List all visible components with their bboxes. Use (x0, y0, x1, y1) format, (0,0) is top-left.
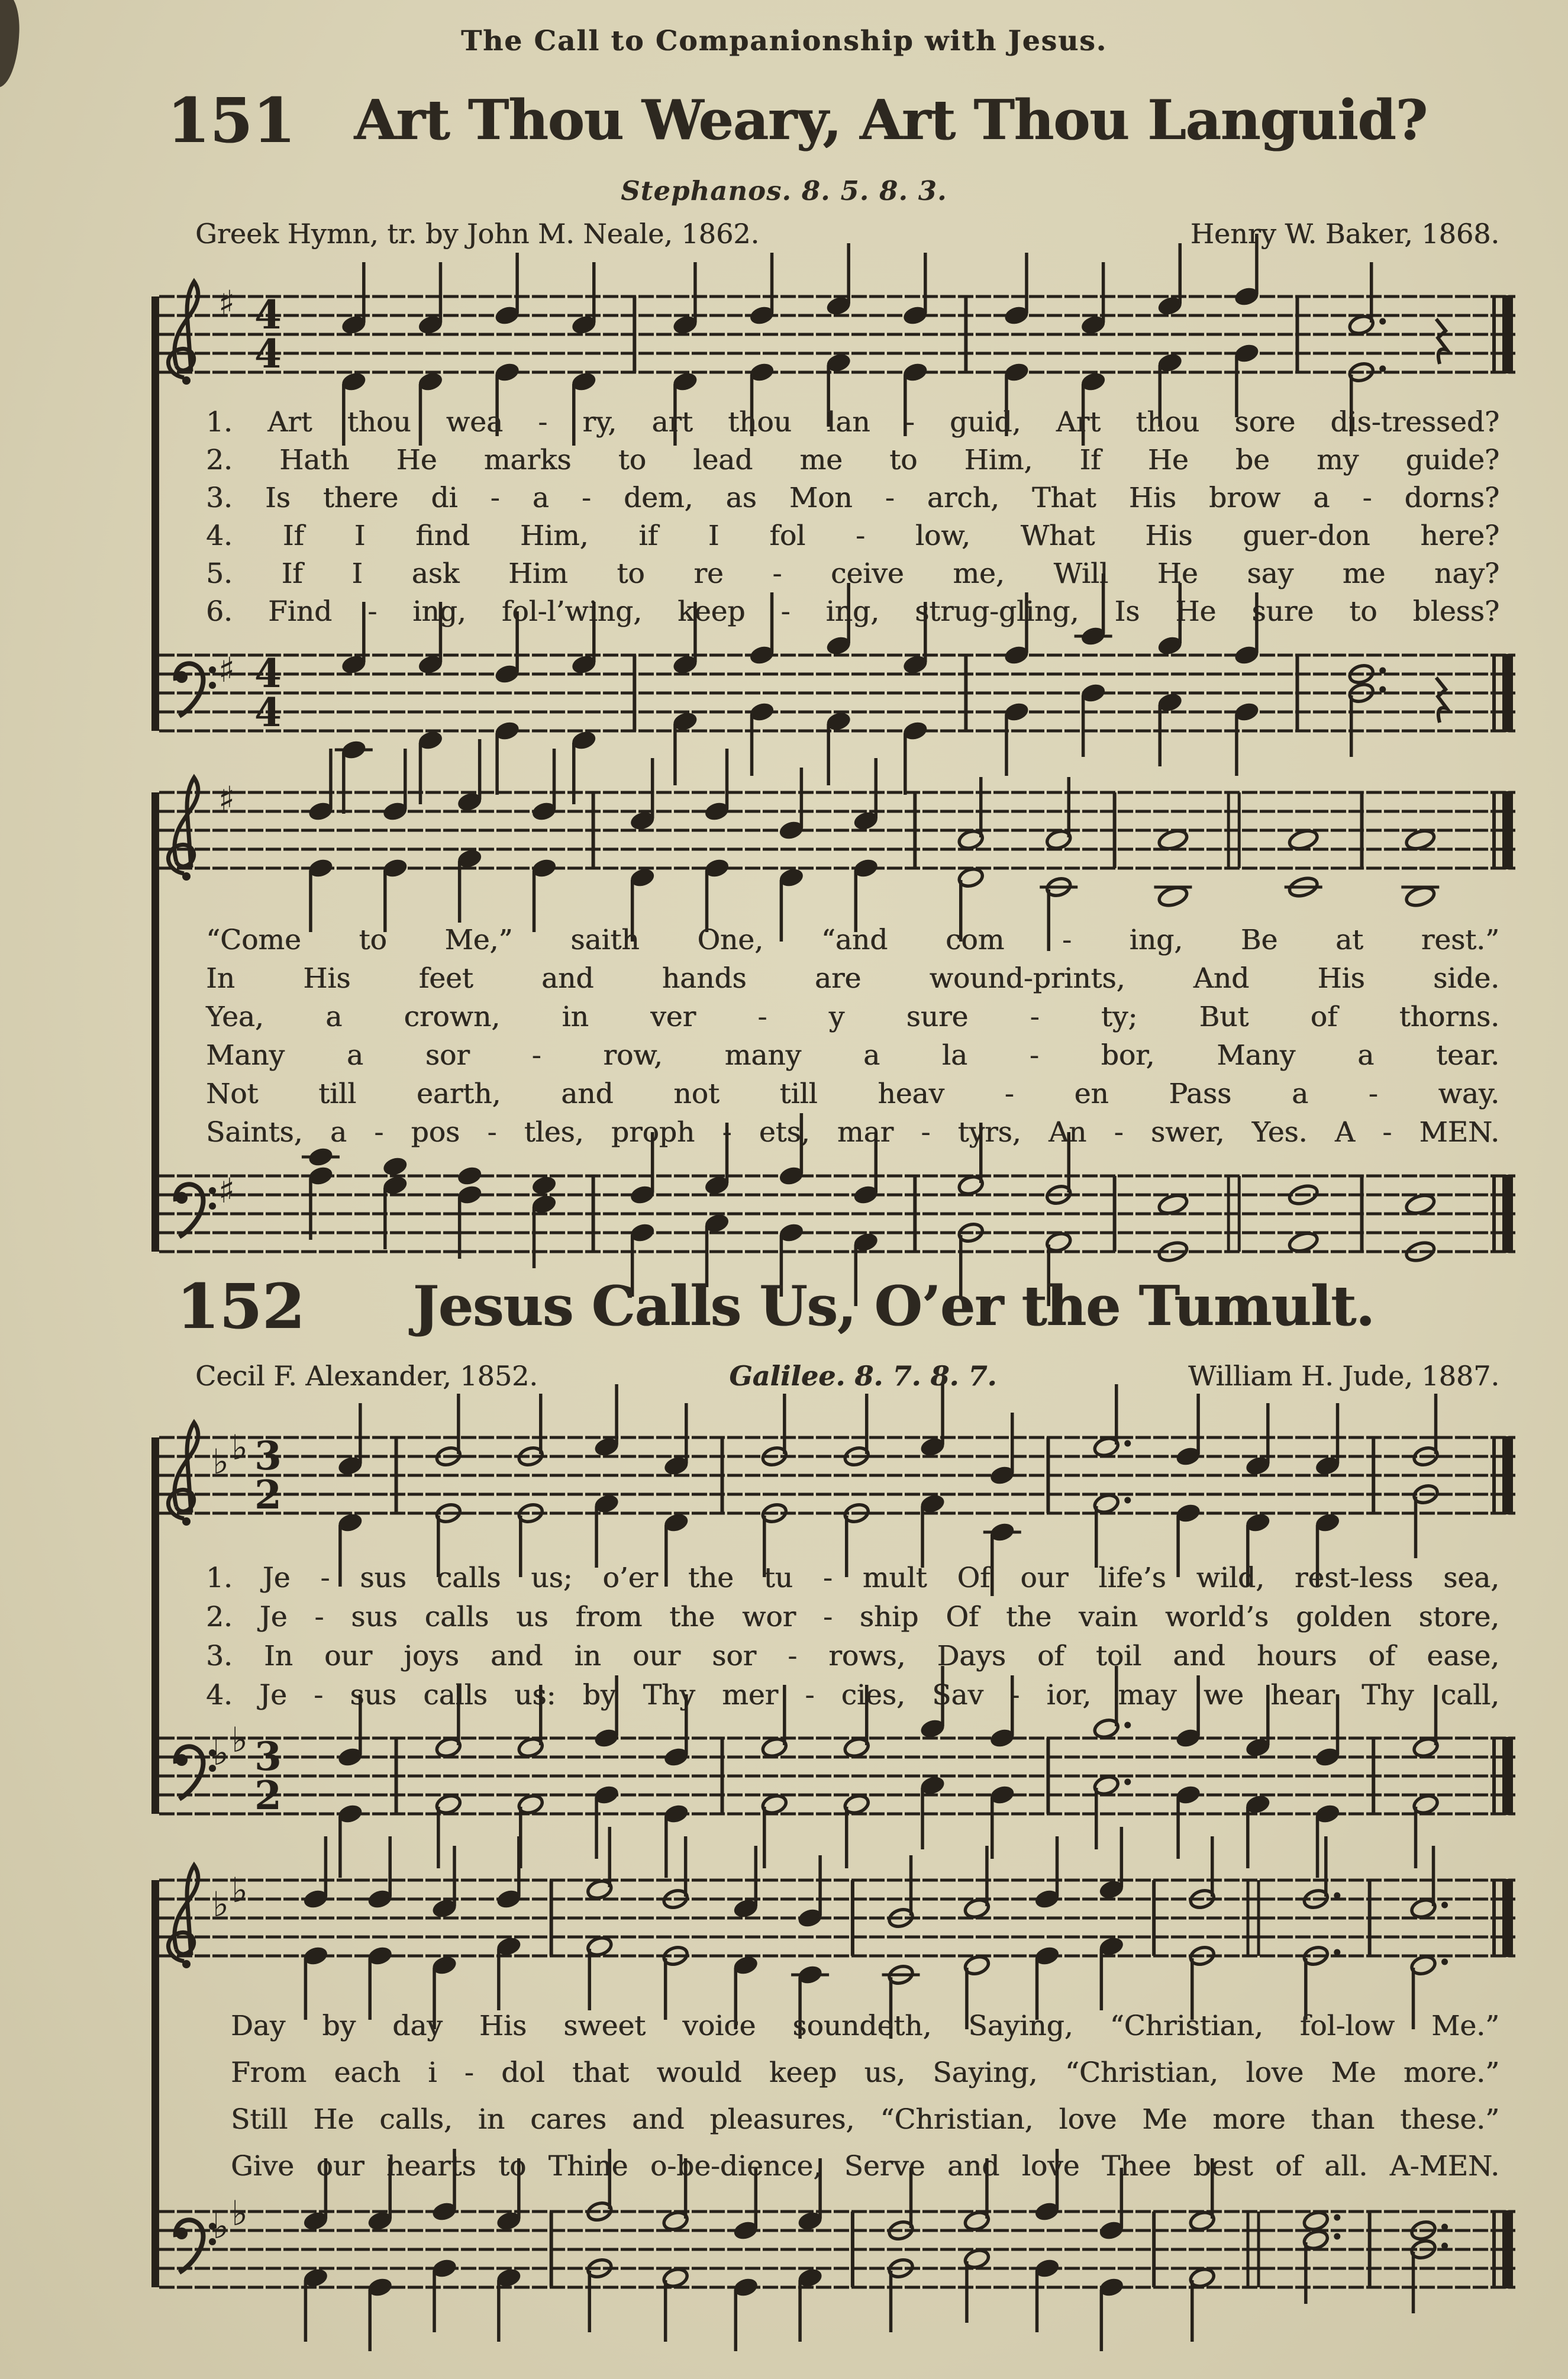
hymn-number-151: 151 (167, 84, 296, 157)
svg-text:♭: ♭ (212, 2206, 229, 2246)
credit-translator-151: Greek Hymn, tr. by John M. Neale, 1862. (195, 218, 760, 250)
verse-line: 3. Is there di - a - dem, as Mon - arch, That His brow a - dorns? (206, 482, 1499, 514)
music-staff-bass-151-line1 (157, 625, 1518, 761)
svg-text:4: 4 (254, 689, 282, 736)
verse-line: Yea, a crown, in ver - y sure - ty; But of thorns. (206, 1001, 1499, 1033)
music-staff-treble-151-line1 (157, 266, 1518, 402)
verse-line: Still He calls, in cares and pleasures, “Christian, love Me more than these.” (231, 2103, 1499, 2136)
svg-text:♭: ♭ (212, 1442, 229, 1482)
verse-line: 1. Art thou wea - ry, art thou lan - guid, Art thou sore dis-tressed? (206, 406, 1499, 439)
svg-text:♯: ♯ (218, 1171, 235, 1211)
hymn-title-152: Jesus Calls Us, O’er the Tumult. (412, 1274, 1375, 1338)
svg-text:♭: ♭ (231, 1720, 248, 1760)
credit-composer-151: Henry W. Baker, 1868. (1190, 218, 1499, 250)
svg-text:4: 4 (254, 331, 282, 377)
svg-text:♭: ♭ (212, 1884, 229, 1925)
verse-line: From each i - dol that would keep us, Saying, “Christian, love Me more.” (231, 2056, 1499, 2089)
verse-line: 4. Je - sus calls us: by Thy mer - cies, Sav - ior, may we hear Thy call, (206, 1679, 1499, 1711)
svg-text:2: 2 (254, 1772, 282, 1819)
verse-line: Give our hearts to Thine o-be-dience, Serve and love Thee best of all. A-MEN. (231, 2150, 1499, 2183)
verse-line: 6. Find - ing, fol-l’wing, keep - ing, strug-gling, Is He sure to bless? (206, 595, 1499, 628)
music-staff-bass-151-line2 (157, 1146, 1518, 1282)
svg-text:3: 3 (254, 1733, 282, 1780)
verse-line: 5. If I ask Him to re - ceive me, Will He say me nay? (206, 557, 1499, 590)
credit-author-152: Cecil F. Alexander, 1852. (195, 1360, 538, 1392)
svg-text:♯: ♯ (218, 283, 235, 323)
svg-text:♯: ♯ (218, 779, 235, 819)
svg-text:2: 2 (254, 1472, 282, 1518)
svg-text:♯: ♯ (218, 650, 235, 690)
verse-block-151-second (206, 921, 1499, 1152)
verse-block-152-second (231, 2003, 1499, 2190)
hymn-number-152: 152 (176, 1270, 305, 1343)
hymn-title-151: Art Thou Weary, Art Thou Languid? (354, 88, 1427, 152)
tune-line-151: Stephanos. 8. 5. 8. 3. (621, 175, 947, 207)
tune-line-152: Galilee. 8. 7. 8. 7. (729, 1360, 997, 1392)
music-staff-bass-152-line1 (157, 1708, 1518, 1844)
svg-text:♭: ♭ (231, 2193, 248, 2233)
verse-line: 2. Hath He marks to lead me to Him, If He be my guide? (206, 444, 1499, 476)
svg-text:♭: ♭ (231, 1427, 248, 1468)
music-staff-treble-152-line1 (157, 1407, 1518, 1543)
verse-line: Day by day His sweet voice soundeth, Saying, “Christian, fol-low Me.” (231, 2010, 1499, 2042)
svg-text:♭: ♭ (212, 1733, 229, 1773)
svg-text:3: 3 (254, 1433, 282, 1479)
verse-line: 1. Je - sus calls us; o’er the tu - mult Of our life’s wild, rest-less sea, (206, 1562, 1499, 1594)
verse-line: Saints, a - pos - tles, proph - ets, mar - tyrs, An - swer, Yes. A - MEN. (206, 1116, 1499, 1149)
verse-block-151-first (206, 404, 1499, 631)
verse-line: 2. Je - sus calls us from the wor - ship Of the vain world’s golden store, (206, 1601, 1499, 1633)
verse-line: “Come to Me,” saith One, “and com - ing, Be at rest.” (206, 924, 1499, 956)
music-staff-treble-151-line2 (157, 762, 1518, 898)
music-staff-treble-152-line2 (157, 1850, 1518, 1986)
verse-line: In His feet and hands are wound-prints, And His side. (206, 962, 1499, 995)
svg-text:4: 4 (254, 292, 282, 338)
verse-line: Not till earth, and not till heav - en Pass a - way. (206, 1078, 1499, 1110)
credit-composer-152: William H. Jude, 1887. (1188, 1360, 1499, 1392)
section-header: The Call to Companionship with Jesus. (461, 25, 1107, 57)
credits-row-152 (195, 1360, 1499, 1392)
verse-line: 3. In our joys and in our sor - rows, Days of toil and hours of ease, (206, 1640, 1499, 1672)
verse-line: Many a sor - row, many a la - bor, Many a tear. (206, 1039, 1499, 1072)
svg-text:♭: ♭ (231, 1870, 248, 1910)
music-staff-bass-152-line2 (157, 2181, 1518, 2317)
verse-line: 4. If I find Him, if I fol - low, What His guer-don here? (206, 520, 1499, 552)
verse-block-152-first (206, 1559, 1499, 1715)
svg-text:4: 4 (254, 650, 282, 697)
